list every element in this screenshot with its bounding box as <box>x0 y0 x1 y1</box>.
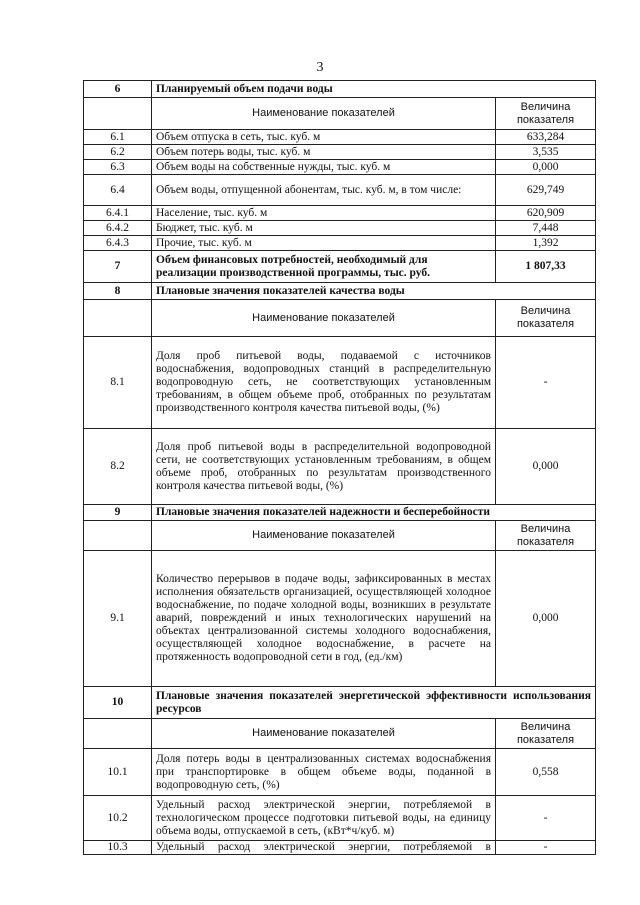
row-label: Прочие, тыс. куб. м <box>152 236 496 251</box>
row-value: 0,000 <box>496 429 596 505</box>
table-row <box>84 337 596 429</box>
row-number: 6.1 <box>84 130 152 145</box>
section-10-row <box>84 687 596 719</box>
row-value: 7,448 <box>496 221 596 236</box>
section-title: Плановые значения показателей качества воды <box>152 283 596 300</box>
row-value: 633,284 <box>496 130 596 145</box>
row-label: Удельный расход электрической энергии, потребляемой в технологическом процессе подготовки питьевой воды, на единицу объема воды, отпускаемой в сеть, (кВт*ч/куб. м) <box>152 796 496 841</box>
section-9-row <box>84 505 596 521</box>
section-title: Плановые значения показателей энергетической эффективности использования ресурсов <box>152 687 596 719</box>
row-value: 1 807,33 <box>496 251 596 283</box>
row-number: 6.4.2 <box>84 221 152 236</box>
section-number: 8 <box>84 283 152 300</box>
table-row <box>84 551 596 687</box>
header-row <box>84 719 596 749</box>
row-label: Бюджет, тыс. куб. м <box>152 221 496 236</box>
column-header-name: Наименование показателей <box>152 521 496 551</box>
section-8-row <box>84 283 596 300</box>
section-title: Объем финансовых потребностей, необходимый для реализации производственной программы, тыс. руб. <box>152 251 496 283</box>
table-row <box>84 160 596 175</box>
row-label: Объем потерь воды, тыс. куб. м <box>152 145 496 160</box>
header-row <box>84 521 596 551</box>
row-number: 10.3 <box>84 841 152 855</box>
page-number: 3 <box>316 60 324 75</box>
row-label: Объем воды, отпущенной абонентам, тыс. куб. м, в том числе: <box>152 175 496 206</box>
column-header-value: Величина показателя <box>496 521 596 551</box>
row-number: 6.4.3 <box>84 236 152 251</box>
row-label: Объем отпуска в сеть, тыс. куб. м <box>152 130 496 145</box>
header-row <box>84 98 596 130</box>
row-value: 0,558 <box>496 749 596 796</box>
row-number: 9.1 <box>84 551 152 687</box>
row-number: 6.3 <box>84 160 152 175</box>
section-number: 7 <box>84 251 152 283</box>
row-value: 629,749 <box>496 175 596 206</box>
row-number: 8.2 <box>84 429 152 505</box>
row-number: 10.2 <box>84 796 152 841</box>
section-number: 10 <box>84 687 152 719</box>
row-value: - <box>496 796 596 841</box>
column-header-name: Наименование показателей <box>152 300 496 337</box>
row-number: 6.2 <box>84 145 152 160</box>
column-header-value: Величина показателя <box>496 719 596 749</box>
row-label: Доля проб питьевой воды в распределительной водопроводной сети, не соответствующих установленным требованиям, в общем объеме проб, отобранных по результатам производственного контроля качества питьевой воды, (%) <box>152 429 496 505</box>
table-row <box>84 175 596 206</box>
section-6-row <box>84 81 596 98</box>
column-header-value: Величина показателя <box>496 98 596 130</box>
program-table <box>83 80 596 855</box>
row-number: 6.4.1 <box>84 206 152 221</box>
section-title: Планируемый объем подачи воды <box>152 81 596 98</box>
row-number: 10.1 <box>84 749 152 796</box>
row-value: 620,909 <box>496 206 596 221</box>
section-7-row <box>84 251 596 283</box>
section-title: Плановые значения показателей надежности и бесперебойности <box>152 505 596 521</box>
table-row <box>84 236 596 251</box>
row-number: 8.1 <box>84 337 152 429</box>
row-label: Количество перерывов в подаче воды, зафиксированных в местах исполнения обязательств организацией, осуществляющей холодное водоснабжение, по подаче холодной воды, возникших в результате аварий, повреждений и иных технологических нарушений на объектах централизованной системы холодного водоснабжения, осуществляющей холодное водоснабжение, в расчете на протяженность водопроводной сети в год, (ед./км) <box>152 551 496 687</box>
table-row <box>84 796 596 841</box>
row-label: Доля проб питьевой воды, подаваемой с источников водоснабжения, водопроводных станций в распределительную водопроводную сеть, не соответствующих установленным требованиям, в общем объеме проб, отобранных по результатам производственного контроля качества питьевой воды, (%) <box>152 337 496 429</box>
table-row <box>84 145 596 160</box>
row-value: 1,392 <box>496 236 596 251</box>
row-label: Удельный расход электрической энергии, потребляемой в <box>152 841 496 855</box>
table-row <box>84 429 596 505</box>
table-row <box>84 206 596 221</box>
row-value: 0,000 <box>496 160 596 175</box>
column-header-name: Наименование показателей <box>152 719 496 749</box>
header-row <box>84 300 596 337</box>
row-value: - <box>496 841 596 855</box>
section-number: 6 <box>84 81 152 98</box>
table-row <box>84 841 596 855</box>
row-value: 0,000 <box>496 551 596 687</box>
row-label: Население, тыс. куб. м <box>152 206 496 221</box>
section-number: 9 <box>84 505 152 521</box>
table-row <box>84 130 596 145</box>
row-number: 6.4 <box>84 175 152 206</box>
row-label: Доля потерь воды в централизованных системах водоснабжения при транспортировке в общем объеме воды, поданной в водопроводную сеть, (%) <box>152 749 496 796</box>
row-label: Объем воды на собственные нужды, тыс. куб. м <box>152 160 496 175</box>
table-row <box>84 221 596 236</box>
column-header-name: Наименование показателей <box>152 98 496 130</box>
table-row <box>84 749 596 796</box>
row-value: 3,535 <box>496 145 596 160</box>
row-value: - <box>496 337 596 429</box>
column-header-value: Величина показателя <box>496 300 596 337</box>
